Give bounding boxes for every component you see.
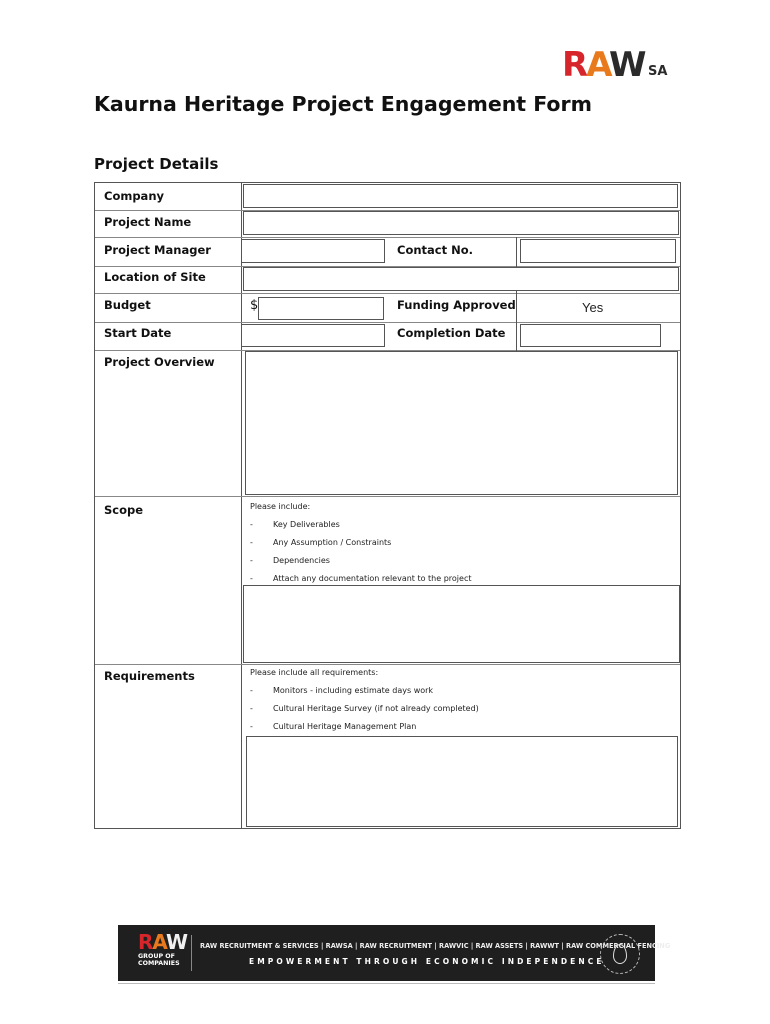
requirements-label: Requirements — [104, 669, 195, 683]
logo-letter-w: W — [608, 45, 645, 85]
bullet-dash: - — [250, 686, 253, 695]
logo-letter-r: R — [562, 45, 587, 85]
scope-bullet: Attach any documentation relevant to the project — [273, 574, 472, 583]
bullet-dash: - — [250, 722, 253, 731]
footer-logo-r: R — [138, 930, 153, 954]
footer-divider — [191, 935, 192, 971]
project-overview-label: Project Overview — [104, 355, 215, 369]
requirements-field[interactable] — [246, 736, 678, 827]
footer-rule — [118, 983, 655, 984]
bullet-dash: - — [250, 704, 253, 713]
scope-label: Scope — [104, 503, 144, 517]
footer-tagline: EMPOWERMENT THROUGH ECONOMIC INDEPENDENCE — [249, 957, 605, 966]
page-title: Kaurna Heritage Project Engagement Form — [94, 92, 592, 116]
location-label: Location of Site — [104, 270, 206, 284]
scope-intro: Please include: — [250, 502, 311, 511]
project-name-label: Project Name — [104, 215, 192, 229]
row-divider — [95, 322, 680, 323]
requirements-intro: Please include all requirements: — [250, 668, 379, 677]
funding-approved-select[interactable]: Yes — [582, 300, 604, 315]
project-overview-field[interactable] — [245, 351, 678, 495]
scope-bullet: Dependencies — [273, 556, 330, 565]
start-date-field[interactable] — [241, 324, 385, 347]
completion-date-field[interactable] — [520, 324, 661, 347]
company-field[interactable] — [243, 184, 678, 208]
bullet-dash: - — [250, 574, 253, 583]
start-date-label: Start Date — [104, 326, 172, 340]
row-divider — [95, 496, 680, 497]
footer-companies: RAW RECRUITMENT & SERVICES | RAWSA | RAW RECRUITMENT | RAWVIC | RAW ASSETS | RAWWT | RAW COMMERCIAL FENCING — [200, 942, 671, 950]
footer-logo-w: W — [166, 930, 188, 954]
footer-group-text: GROUP OF COMPANIES — [138, 953, 180, 967]
scope-field[interactable] — [243, 585, 680, 663]
footer-seal-icon — [600, 934, 640, 974]
project-manager-label: Project Manager — [104, 243, 211, 257]
budget-label: Budget — [104, 298, 151, 312]
seal-emblem — [613, 944, 627, 964]
location-field[interactable] — [243, 267, 679, 291]
project-name-field[interactable] — [243, 211, 679, 235]
column-divider — [241, 183, 242, 828]
row-divider — [95, 237, 680, 238]
logo-letter-a: A — [586, 45, 609, 85]
bullet-dash: - — [250, 520, 253, 529]
bullet-dash: - — [250, 556, 253, 565]
requirements-bullet: Cultural Heritage Survey (if not already completed) — [273, 704, 479, 713]
completion-date-label: Completion Date — [397, 326, 506, 340]
funding-approved-label: Funding Approved — [397, 298, 516, 312]
company-label: Company — [104, 189, 164, 203]
footer-logo-a: A — [152, 930, 166, 954]
row-divider — [95, 293, 680, 294]
footer-banner — [118, 925, 671, 981]
logo-suffix: SA — [648, 64, 668, 79]
contact-no-field[interactable] — [520, 239, 676, 263]
requirements-bullet: Monitors - including estimate days work — [273, 686, 434, 695]
row-divider — [95, 664, 680, 665]
requirements-bullet: Cultural Heritage Management Plan — [273, 722, 417, 731]
budget-field[interactable] — [258, 297, 384, 320]
contact-no-label: Contact No. — [397, 243, 473, 257]
project-manager-field[interactable] — [241, 239, 385, 263]
section-title: Project Details — [94, 155, 219, 173]
footer-raw-logo — [138, 932, 187, 952]
bullet-dash: - — [250, 538, 253, 547]
budget-currency: $ — [250, 298, 259, 313]
scope-bullet: Any Assumption / Constraints — [273, 538, 392, 547]
raw-sa-logo — [562, 45, 674, 85]
scope-bullet: Key Deliverables — [273, 520, 340, 529]
